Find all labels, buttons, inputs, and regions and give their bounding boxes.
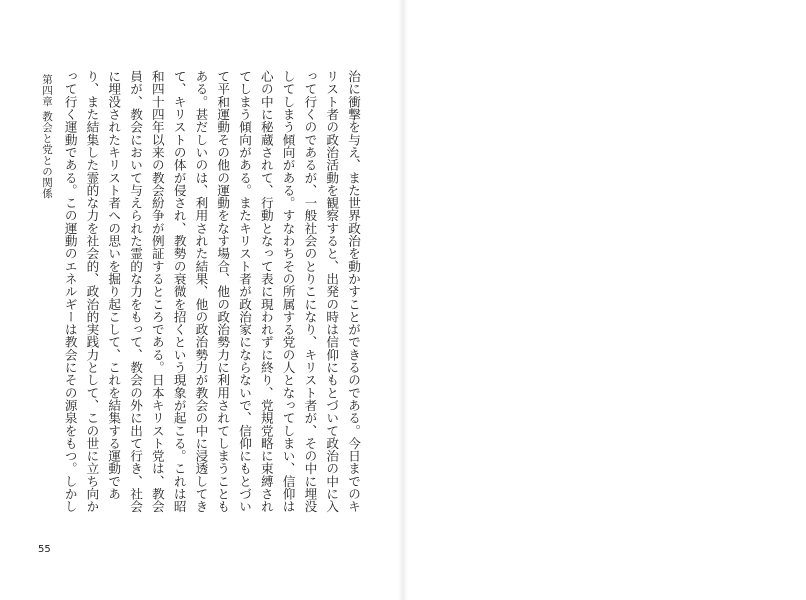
page-number-left: 55 bbox=[38, 544, 51, 555]
left-page-body bbox=[62, 70, 364, 520]
left-body-text: 治に衝撃を与え、また世界政治を動かすことができるのである。今日までのキリスト者の政治活動を観察すると、出発の時は信仰にもとづいて政治の中に入って行くのであるが、一般社会のとりこになり、キリスト者が、その中に埋没してしまう傾向がある。すなわちその所属する党の人となってしまい、信仰は心の中に秘蔵されて、行動となって表に現われずに終り、党規党略に束縛されてしまう傾向がある。またキリスト者が政治家にならないで、信仰にもとづいて平和運動その他の運動をなす場合、他の政治勢力に利用されてしまうこともある。甚だしいのは、利用された結果、他の政治勢力が教会の中に浸透してきて、キリストの体が侵され、教勢の衰微を招くという現象が起こる。これは昭和四十四年以来の教会紛争が例証するところである。日本キリスト党は、教会員が、教会において与えられた霊的な力をもって、教会の外に出て行き、社会に埋没されたキリスト者への思いを掘り起こして、これを結集する運動であり、また結集した霊的な力を社会的、政治的実践力として、この世に立ち向かって行く運動である。この運動のエネルギーは教会にその源泉をもつ。しかし bbox=[62, 70, 361, 513]
right-page bbox=[403, 0, 806, 600]
running-head: 第四章 教会と党との関係 bbox=[41, 74, 53, 199]
